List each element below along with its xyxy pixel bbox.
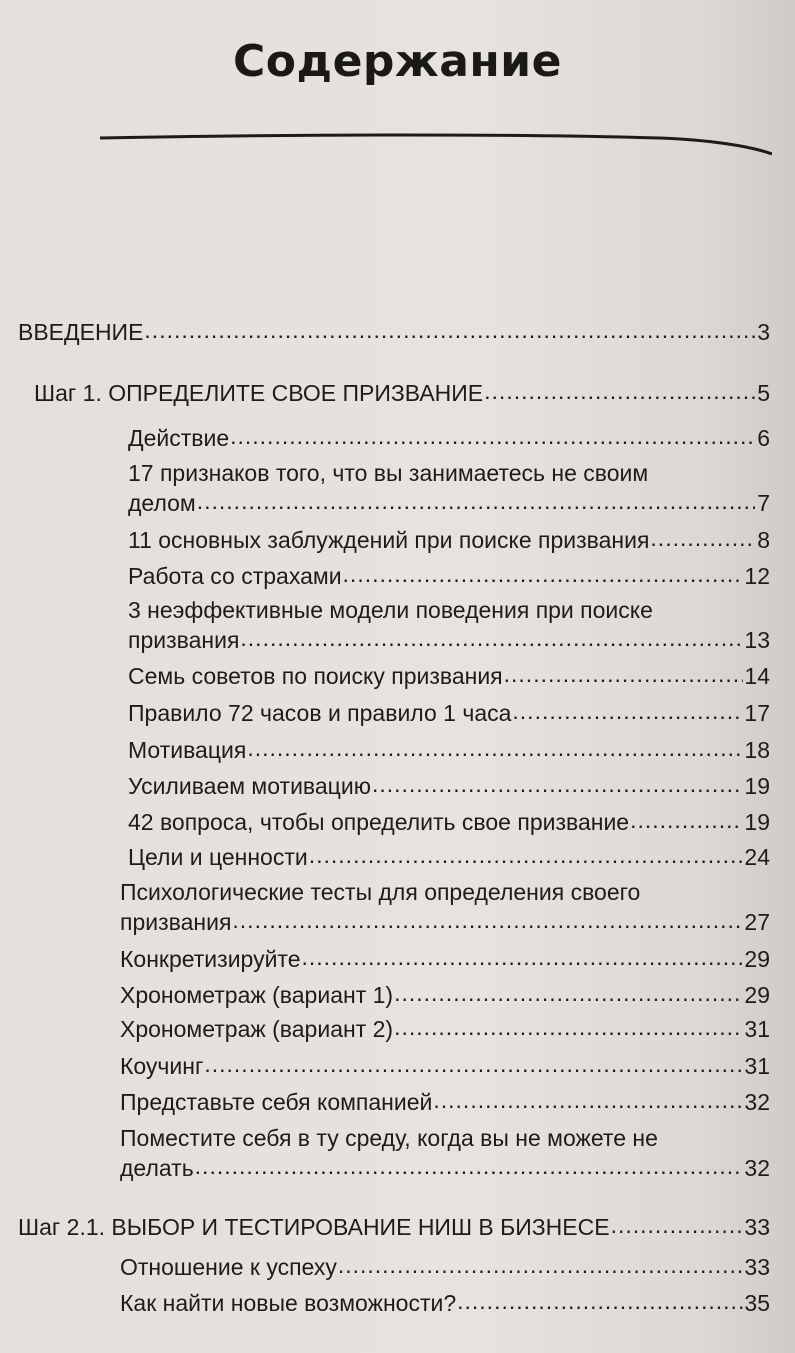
dot-leader <box>230 424 755 453</box>
toc-entry-step-2-1[interactable] <box>18 1213 770 1242</box>
toc-entry-page: 6 <box>757 425 770 451</box>
toc-entry-title: делать <box>120 1155 194 1181</box>
toc-entry-page: 18 <box>744 737 770 763</box>
toc-entry[interactable] <box>120 908 770 937</box>
dot-leader <box>504 662 744 691</box>
toc-entry-page: 31 <box>744 1016 770 1042</box>
toc-entry-step-1[interactable] <box>34 379 770 408</box>
toc-entry-page: 33 <box>744 1254 770 1280</box>
toc-entry-title: Правило 72 часов и правило 1 часа <box>128 700 512 726</box>
toc-entry-page: 24 <box>744 844 770 870</box>
toc-entry-title: Шаг 1. ОПРЕДЕЛИТЕ СВОЕ ПРИЗВАНИЕ <box>34 380 484 406</box>
toc-entry-title: призвания <box>128 627 240 653</box>
dot-leader <box>512 699 743 728</box>
toc-entry[interactable] <box>128 662 770 691</box>
toc-entry[interactable] <box>120 1088 770 1117</box>
toc-entry-page: 32 <box>744 1089 770 1115</box>
toc-entry-title-line1: 17 признаков того, что вы занимаетесь не своим <box>128 460 649 486</box>
toc-entry-page: 7 <box>757 490 770 516</box>
toc-entry-page: 17 <box>744 700 770 726</box>
toc-entry-title: Хронометраж (вариант 1) <box>120 982 394 1008</box>
toc-entry-title: 11 основных заблуждений при поиске призвания <box>128 527 650 553</box>
toc-entry[interactable] <box>120 1015 770 1044</box>
dot-leader <box>197 489 755 518</box>
toc-entry-page: 14 <box>744 663 770 689</box>
toc-entry[interactable] <box>120 1052 770 1081</box>
toc-entry-title: Усиливаем мотивацию <box>128 773 371 799</box>
toc-entry-title-line1: Поместите себя в ту среду, когда вы не можете не <box>120 1125 658 1151</box>
dot-leader <box>650 526 755 555</box>
toc-entry-page: 13 <box>744 627 770 653</box>
toc-entry[interactable] <box>120 1253 770 1282</box>
dot-leader <box>309 843 744 872</box>
toc-entry-page: 31 <box>744 1053 770 1079</box>
toc-entry-title: Шаг 2.1. ВЫБОР И ТЕСТИРОВАНИЕ НИШ В БИЗНЕСЕ <box>18 1214 610 1240</box>
toc-entry-page: 32 <box>744 1155 770 1181</box>
dot-leader <box>240 626 743 655</box>
dot-leader <box>195 1154 744 1183</box>
dot-leader <box>204 1052 743 1081</box>
toc-entry-title: Работа со страхами <box>128 563 342 589</box>
toc-entry[interactable] <box>128 699 770 728</box>
toc-entry-title: призвания <box>120 909 232 935</box>
toc-entry[interactable] <box>128 526 770 555</box>
toc-entry[interactable] <box>128 489 770 518</box>
toc-entry-title: 42 вопроса, чтобы определить свое призвание <box>128 809 630 835</box>
toc-entry-page: 27 <box>744 909 770 935</box>
dot-leader <box>484 379 755 408</box>
dot-leader <box>343 562 744 591</box>
toc-entry[interactable] <box>120 981 770 1010</box>
toc-entry-title-line1: 3 неэффективные модели поведения при поиске <box>128 597 653 623</box>
title-underline <box>100 124 772 158</box>
toc-entry[interactable] <box>128 626 770 655</box>
dot-leader <box>611 1213 744 1242</box>
toc-entry-page: 35 <box>744 1290 770 1316</box>
dot-leader <box>394 981 743 1010</box>
dot-leader <box>144 318 755 347</box>
toc-entry[interactable] <box>128 736 770 765</box>
toc-entry-page: 19 <box>744 773 770 799</box>
toc-entry-title: Как найти новые возможности? <box>120 1290 457 1316</box>
toc-entry[interactable] <box>128 772 770 801</box>
toc-entry-introduction[interactable] <box>18 318 770 347</box>
toc-entry-title: Представьте себя компанией <box>120 1089 433 1115</box>
dot-leader <box>433 1088 743 1117</box>
toc-entry-page: 8 <box>757 527 770 553</box>
toc-entry-title: Отношение к успеху <box>120 1254 337 1280</box>
toc-entry[interactable] <box>128 424 770 453</box>
dot-leader <box>394 1015 743 1044</box>
toc-entry-title: Конкретизируйте <box>120 946 301 972</box>
toc-entry-title: Коучинг <box>120 1053 204 1079</box>
toc-entry-page: 33 <box>744 1214 770 1240</box>
toc-entry-title: ВВЕДЕНИЕ <box>18 319 144 345</box>
dot-leader <box>247 736 743 765</box>
toc-entry[interactable] <box>120 1289 770 1318</box>
toc-entry-page: 3 <box>757 319 770 345</box>
dot-leader <box>302 945 744 974</box>
toc-entry-title: Мотивация <box>128 737 247 763</box>
toc-entry-page: 19 <box>744 809 770 835</box>
toc-entry-title: делом <box>128 490 196 516</box>
toc-entry-title: Семь советов по поиску призвания <box>128 663 503 689</box>
dot-leader <box>372 772 743 801</box>
dot-leader <box>338 1253 744 1282</box>
page-title: Содержание <box>233 36 562 87</box>
toc-entry[interactable] <box>120 1154 770 1183</box>
toc-entry-page: 29 <box>744 946 770 972</box>
dot-leader <box>457 1289 743 1318</box>
toc-entry[interactable] <box>128 562 770 591</box>
dot-leader <box>232 908 743 937</box>
toc-entry-page: 5 <box>757 380 770 406</box>
toc-entry-title-line1: Психологические тесты для определения своего <box>120 879 641 905</box>
toc-entry[interactable] <box>128 808 770 837</box>
toc-entry-title: Цели и ценности <box>128 844 308 870</box>
toc-entry-title: Действие <box>128 425 230 451</box>
toc-entry-page: 29 <box>744 982 770 1008</box>
toc-entry-page: 12 <box>744 563 770 589</box>
toc-entry[interactable] <box>128 843 770 872</box>
dot-leader <box>630 808 743 837</box>
toc-entry[interactable] <box>120 945 770 974</box>
toc-entry-title: Хронометраж (вариант 2) <box>120 1016 394 1042</box>
